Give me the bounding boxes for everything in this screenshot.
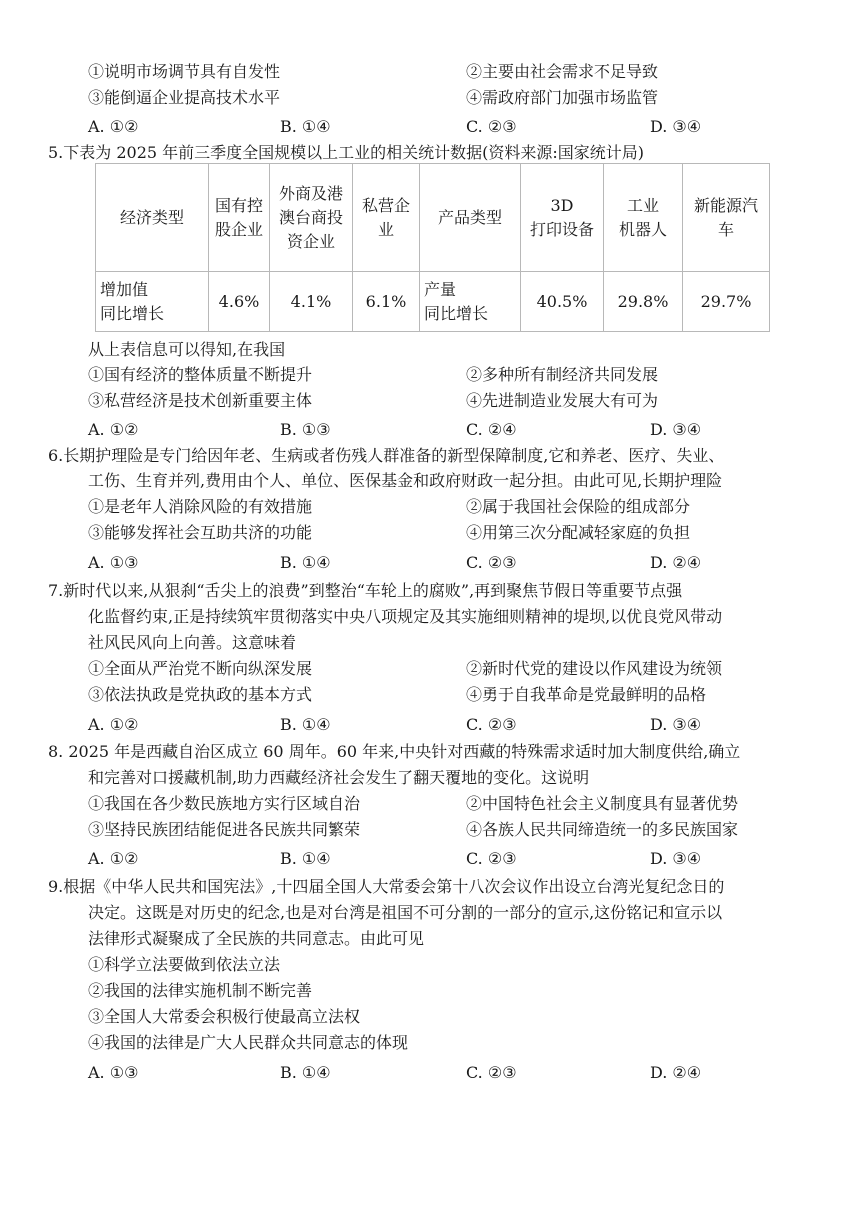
q8-option-4: ④各族人民共同缔造统一的多民族国家 [466,820,739,839]
q7-answer-d: D. ③④ [650,715,702,734]
q6-option-3: ③能够发挥社会互助共济的功能 [88,523,313,542]
q6-option-2: ②属于我国社会保险的组成部分 [466,497,691,516]
header-product-type: 产品类型 [420,164,521,272]
header-private: 私营企 业 [353,164,420,272]
q7-stem-line-2: 化监督约束,正是持续筑牢贯彻落实中央八项规定及其实施细则精神的堤坝,以优良党风带动 [88,607,723,626]
q8-options-row-1 [0,794,868,814]
header-industrial-robot: 工业 机器人 [604,164,683,272]
table-data-row [96,272,770,332]
q4-answer-a: A. ①② [88,117,139,136]
q7-stem-line-1: 7.新时代以来,从狠刹“舌尖上的浪费”到整治“车轮上的腐败”,再到聚焦节假日等重要节点强 [48,581,683,600]
q6-options-row-2 [0,523,868,543]
q9-option-3: ③全国人大常委会积极行使最高立法权 [88,1007,361,1026]
q7-option-3: ③依法执政是党执政的基本方式 [88,685,313,704]
q5-stem: 5.下表为 2025 年前三季度全国规模以上工业的相关统计数据(资料来源:国家统计局) [48,143,645,162]
q6-answers [0,553,868,573]
row-value-added-label: 增加值 同比增长 [96,272,209,332]
q4-options-row-1 [0,62,868,82]
q9-answers [0,1063,868,1083]
row-output-label: 产量 同比增长 [420,272,521,332]
q7-answer-a: A. ①② [88,715,139,734]
header-economic-type: 经济类型 [96,164,209,272]
q5-answer-c: C. ②④ [466,420,517,439]
q8-stem-line-2: 和完善对口援藏机制,助力西藏经济社会发生了翻天覆地的变化。这说明 [88,768,590,787]
q6-answer-c: C. ②③ [466,553,517,572]
q5-answer-d: D. ③④ [650,420,702,439]
q9-option-4: ④我国的法律是广大人民群众共同意志的体现 [88,1033,409,1052]
q7-option-4: ④勇于自我革命是党最鲜明的品格 [466,685,707,704]
q5-option-2: ②多种所有制经济共同发展 [466,365,659,384]
q7-option-1: ①全面从严治党不断向纵深发展 [88,659,313,678]
q6-answer-d: D. ②④ [650,553,702,572]
q8-answer-d: D. ③④ [650,849,702,868]
cell-3d-printer: 40.5% [521,272,604,332]
q7-options-row-1 [0,659,868,679]
q9-option-2: ②我国的法律实施机制不断完善 [88,981,313,1000]
cell-state-owned: 4.6% [209,272,270,332]
q8-answer-a: A. ①② [88,849,139,868]
q7-option-2: ②新时代党的建设以作风建设为统领 [466,659,723,678]
header-nev: 新能源汽 车 [683,164,770,272]
q4-answers [0,117,868,137]
q9-answer-d: D. ②④ [650,1063,702,1082]
q4-option-3: ③能倒逼企业提高技术水平 [88,88,281,107]
cell-industrial-robot: 29.8% [604,272,683,332]
q4-options-row-2 [0,88,868,108]
q4-option-1: ①说明市场调节具有自发性 [88,62,281,81]
q6-option-1: ①是老年人消除风险的有效措施 [88,497,313,516]
q4-answer-b: B. ①④ [280,117,331,136]
q8-answer-b: B. ①④ [280,849,331,868]
q4-answer-c: C. ②③ [466,117,517,136]
q8-options-row-2 [0,820,868,840]
q7-answers [0,715,868,735]
q8-option-1: ①我国在各少数民族地方实行区域自治 [88,794,361,813]
q6-stem-line-2: 工伤、生育并列,费用由个人、单位、医保基金和政府财政一起分担。由此可见,长期护理险 [88,471,723,490]
q7-stem-line-3: 社风民风向上向善。这意味着 [88,633,297,652]
header-3d-printer: 3D 打印设备 [521,164,604,272]
q9-stem-line-3: 法律形式凝聚成了全民族的共同意志。由此可见 [88,929,425,948]
cell-foreign-invested: 4.1% [270,272,353,332]
q5-option-1: ①国有经济的整体质量不断提升 [88,365,313,384]
q5-options-row-1 [0,365,868,385]
q5-option-4: ④先进制造业发展大有可为 [466,391,659,410]
q5-answer-b: B. ①③ [280,420,331,439]
cell-private: 6.1% [353,272,420,332]
q5-lead: 从上表信息可以得知,在我国 [88,340,286,359]
cell-nev: 29.7% [683,272,770,332]
q8-answer-c: C. ②③ [466,849,517,868]
q4-answer-d: D. ③④ [650,117,702,136]
q5-stats-table [95,163,770,332]
q4-option-4: ④需政府部门加强市场监管 [466,88,659,107]
q7-options-row-2 [0,685,868,705]
q9-stem-line-1: 9.根据《中华人民共和国宪法》,十四届全国人大常委会第十八次会议作出设立台湾光复纪念日的 [48,877,725,896]
q6-options-row-1 [0,497,868,517]
q8-stem-line-1: 8. 2025 年是西藏自治区成立 60 周年。60 年来,中央针对西藏的特殊需求适时加大制度供给,确立 [48,742,741,761]
q6-option-4: ④用第三次分配减轻家庭的负担 [466,523,691,542]
q9-stem-line-2: 决定。这既是对历史的纪念,也是对台湾是祖国不可分割的一部分的宣示,这份铭记和宣示以 [88,903,723,922]
q5-option-3: ③私营经济是技术创新重要主体 [88,391,313,410]
q6-answer-b: B. ①④ [280,553,331,572]
q5-answers [0,420,868,440]
q8-option-2: ②中国特色社会主义制度具有显著优势 [466,794,739,813]
q8-answers [0,849,868,869]
table-header-row [96,164,770,272]
q4-option-2: ②主要由社会需求不足导致 [466,62,659,81]
q8-option-3: ③坚持民族团结能促进各民族共同繁荣 [88,820,361,839]
header-state-owned: 国有控 股企业 [209,164,270,272]
q9-answer-b: B. ①④ [280,1063,331,1082]
q5-options-row-2 [0,391,868,411]
q9-answer-a: A. ①③ [88,1063,139,1082]
q9-option-1: ①科学立法要做到依法立法 [88,955,281,974]
q9-answer-c: C. ②③ [466,1063,517,1082]
q6-stem-line-1: 6.长期护理险是专门给因年老、生病或者伤残人群准备的新型保障制度,它和养老、医疗、失业、 [48,446,725,465]
q7-answer-c: C. ②③ [466,715,517,734]
q7-answer-b: B. ①④ [280,715,331,734]
header-foreign-invested: 外商及港 澳台商投 资企业 [270,164,353,272]
q5-answer-a: A. ①② [88,420,139,439]
q6-answer-a: A. ①③ [88,553,139,572]
